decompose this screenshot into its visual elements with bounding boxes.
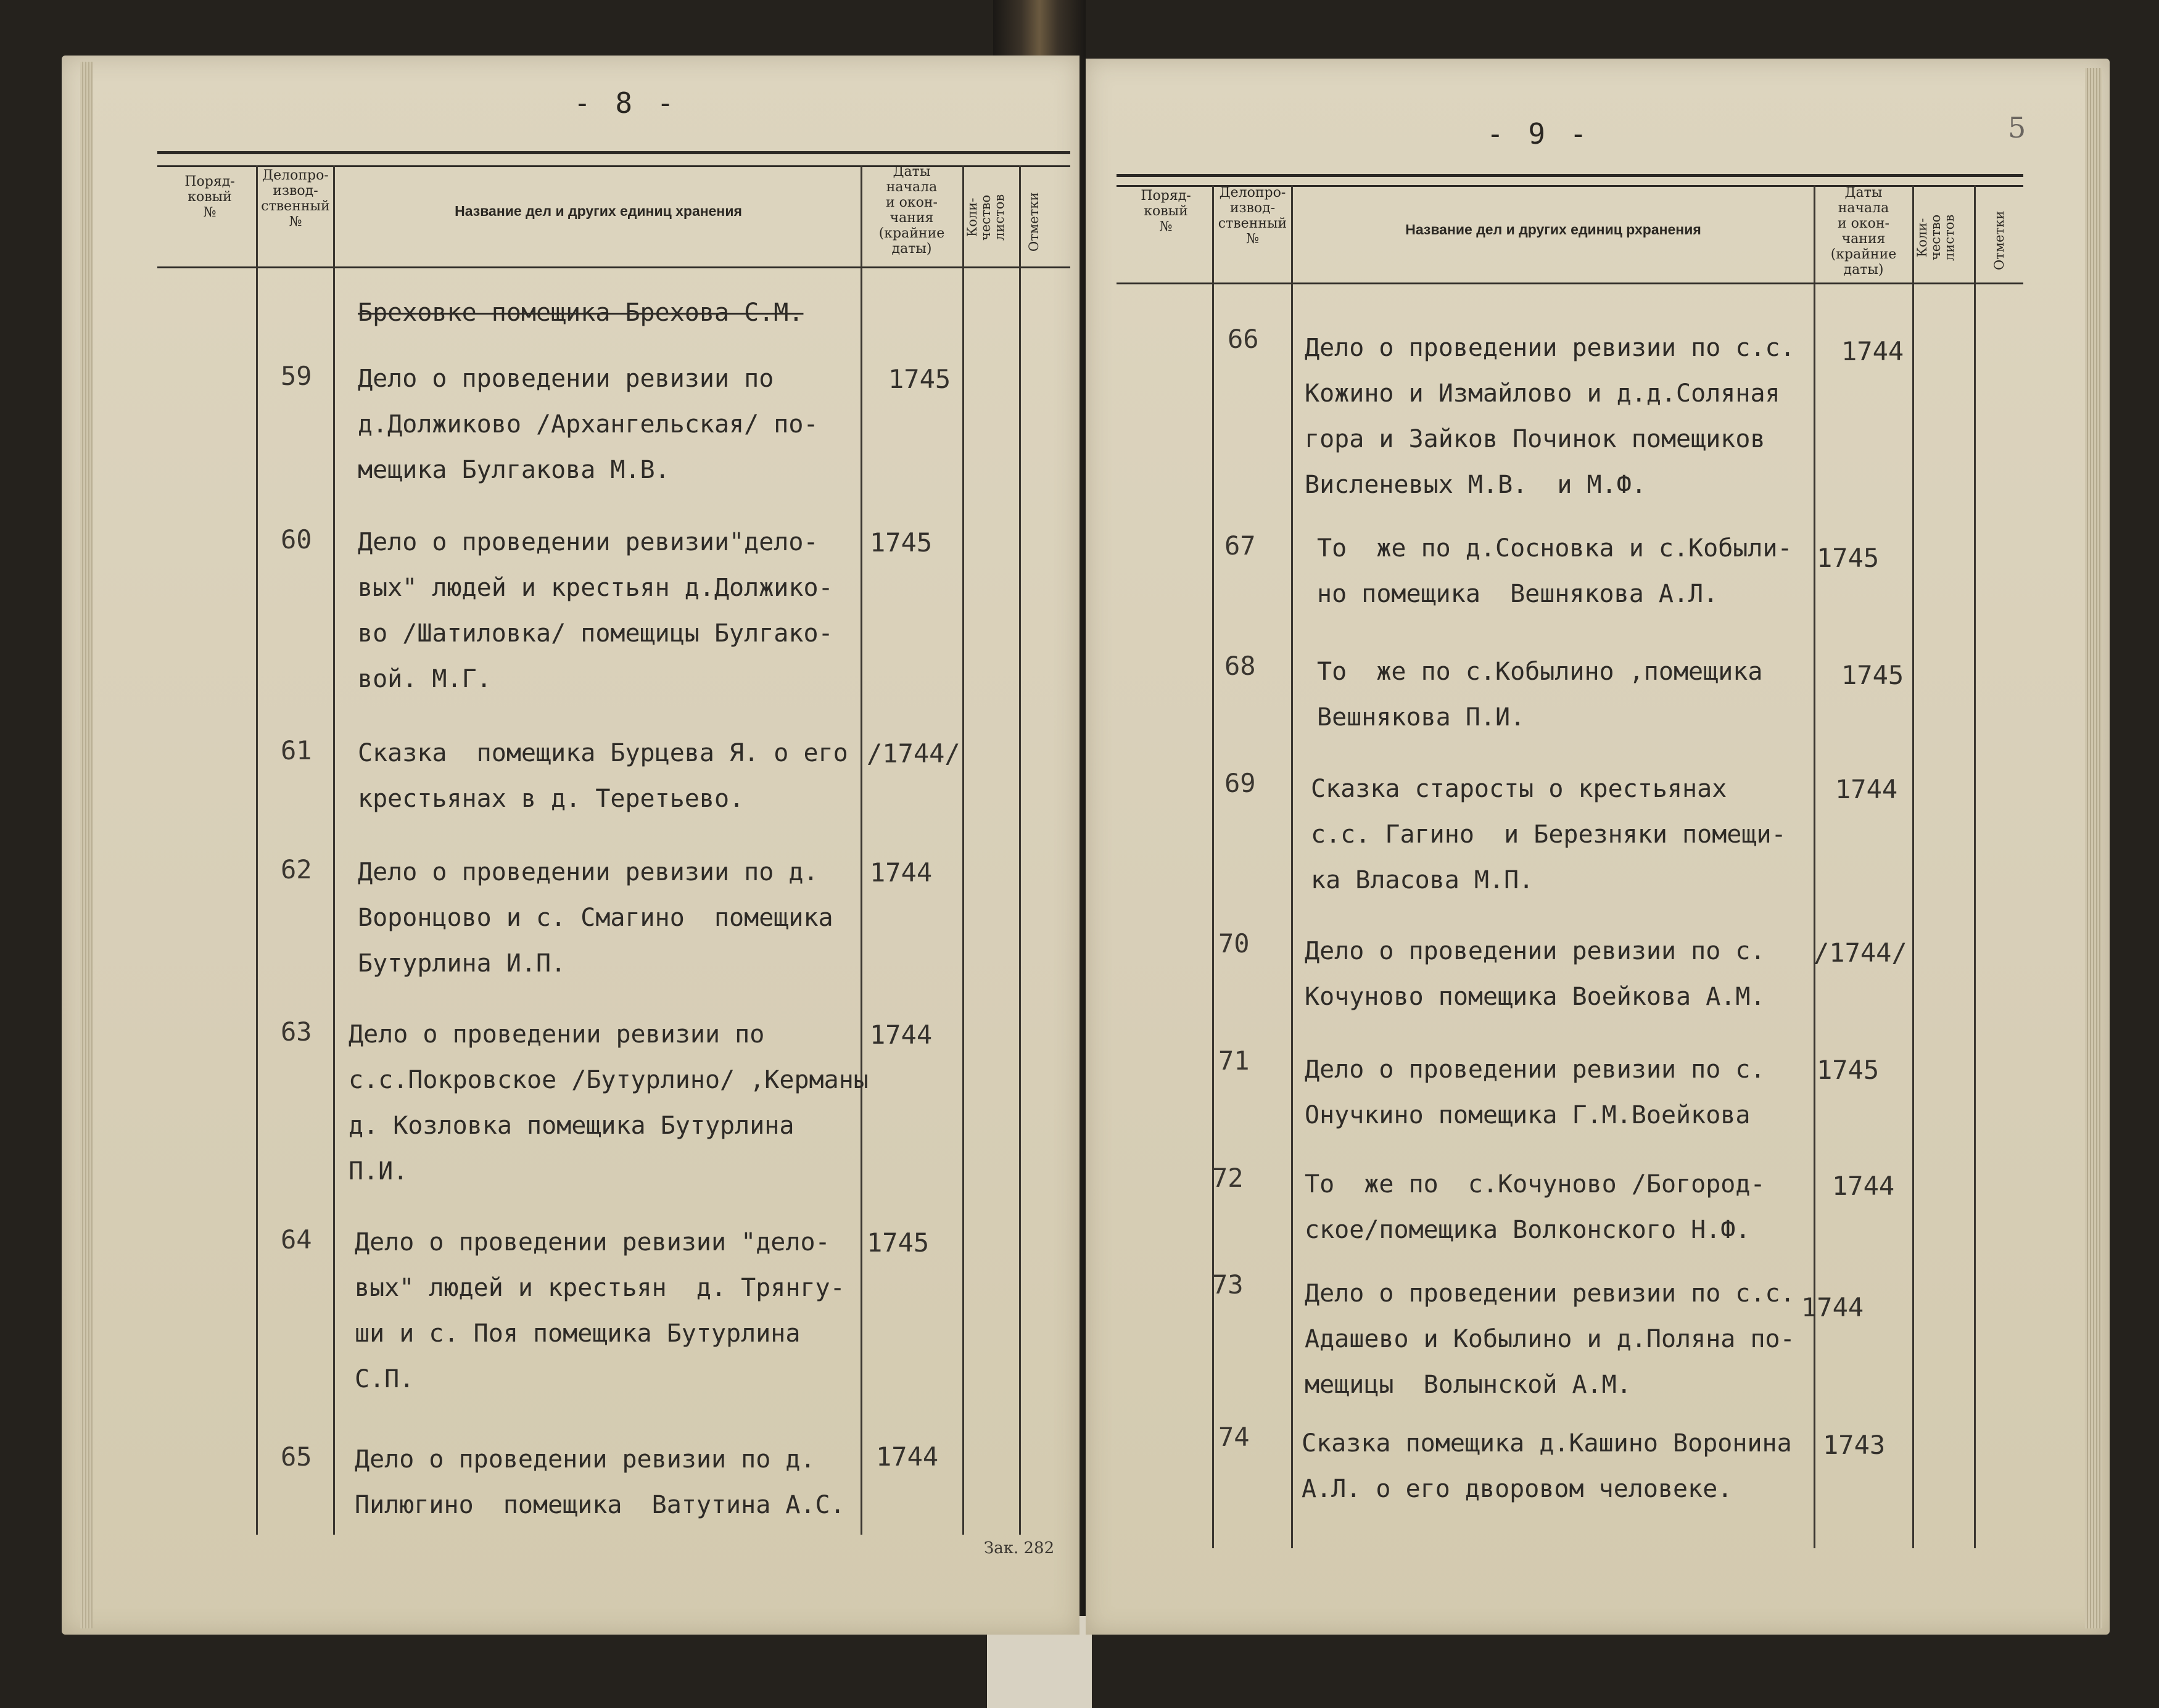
row-number: 61	[281, 735, 312, 765]
row-title: Сказка помещика д.Кашино Воронина А.Л. о его дворовом человеке.	[1302, 1429, 1792, 1503]
row-number: 64	[281, 1224, 312, 1255]
row-title: Дело о проведении ревизии по с.с. Кожино и Измайлово и д.д.Соляная гора и Зайков Починок помещиков Висленевых М.В. и М.Ф.	[1305, 334, 1795, 499]
row-number: 62	[281, 854, 312, 885]
left-header-title: Название дел и других единиц хранения	[455, 203, 742, 219]
left-column-divider-5	[1019, 165, 1021, 1535]
row-number: 65	[281, 1442, 312, 1472]
left-column-divider-3	[861, 165, 862, 1535]
left-header-order-number: Поряд- ковый №	[184, 174, 235, 220]
row-date: 1745	[888, 364, 951, 394]
right-header-top-rule	[1117, 174, 2023, 177]
row-date: 1745	[1817, 1055, 1880, 1085]
row-date: 1745	[1817, 543, 1880, 573]
left-header-case-number: Делопро- извод- ственный №	[261, 168, 330, 229]
row-title: То же по с.Кочуново /Богород- ское/помещика Волконского Н.Ф.	[1305, 1170, 1765, 1244]
row-title: Дело о проведении ревизии по с.с. Адашево и Кобылино и д.Поляна по- мещицы Волынской А.М.	[1305, 1279, 1795, 1399]
left-carry-over-struck: Бреховке помещика Брехова С.М.	[358, 299, 804, 327]
row-title: Дело о проведении ревизии по д. Пилюгино помещика Ватутина А.С.	[355, 1445, 845, 1519]
left-header-dates: Даты начала и окон- чания (крайние даты)	[878, 164, 945, 257]
right-header-bottom-rule	[1117, 283, 2023, 284]
row-number: 72	[1212, 1163, 1244, 1193]
row-date: 1745	[867, 1227, 930, 1258]
row-number: 63	[281, 1017, 312, 1047]
row-date: /1744/	[1814, 938, 1907, 968]
right-header-title: Название дел и других единиц рхранения	[1405, 221, 1701, 237]
row-title: Дело о проведении ревизии по с.с.Покровское /Бутурлино/ ,Керманы д. Козловка помещика Бутурлина П.И.	[349, 1020, 869, 1186]
row-date: 1745	[1841, 660, 1904, 690]
left-column-divider-4	[962, 165, 964, 1535]
row-title: То же по д.Сосновка и с.Кобыли- но помещика Вешнякова А.Л.	[1317, 534, 1793, 608]
row-title: Сказка старосты о крестьянах с.с. Гагино и Березняки помещи- ка Власова М.П.	[1311, 775, 1786, 894]
row-number: 73	[1212, 1269, 1244, 1300]
row-date: 1744	[1841, 336, 1904, 366]
row-date: 1744	[876, 1442, 939, 1472]
row-number: 74	[1218, 1422, 1250, 1452]
row-number: 69	[1224, 768, 1256, 798]
right-header-dates: Даты начала и окон- чания (крайние даты)	[1830, 185, 1897, 278]
row-title: Дело о проведении ревизии по д.Должиково /Архангельская/ по- мещика Булгакова М.В.	[358, 365, 819, 484]
right-column-divider-1	[1212, 185, 1214, 1548]
row-number: 59	[281, 361, 312, 391]
left-column-divider-1	[256, 165, 258, 1535]
row-number: 70	[1218, 928, 1250, 959]
row-date: 1744	[1835, 774, 1898, 804]
print-order-footer: Зак. 282	[984, 1539, 1055, 1557]
right-column-divider-5	[1974, 185, 1976, 1548]
left-header-bottom-rule	[157, 266, 1070, 268]
row-date: /1744/	[867, 738, 960, 769]
row-number: 71	[1218, 1046, 1250, 1076]
row-number: 67	[1224, 530, 1256, 561]
right-column-divider-3	[1814, 185, 1815, 1548]
right-header-case-number: Делопро- извод- ственный №	[1218, 185, 1287, 247]
left-column-divider-2	[333, 165, 335, 1535]
row-title: Дело о проведении ревизии "дело- вых" людей и крестьян д. Трянгу- ши и с. Поя помещика Бутурлина С.П.	[355, 1228, 845, 1393]
row-title: То же по с.Кобылино ,помещика Вешнякова П.И.	[1317, 658, 1763, 732]
row-title: Дело о проведении ревизии по д. Воронцово и с. Смагино помещика Бутурлина И.П.	[358, 858, 833, 978]
row-date: 1744	[870, 857, 933, 888]
row-title: Дело о проведении ревизии по с. Онучкино помещика Г.М.Воейкова	[1305, 1055, 1765, 1129]
right-page-number: - 9 -	[1487, 117, 1591, 151]
right-header-order-number: Поряд- ковый №	[1141, 188, 1191, 234]
left-page-number: - 8 -	[574, 86, 678, 120]
row-number: 60	[281, 524, 312, 555]
row-date: 1743	[1823, 1430, 1886, 1460]
row-title: Дело о проведении ревизии по с. Кочуново помещика Воейкова А.М.	[1305, 937, 1765, 1011]
row-date: 1744	[1801, 1292, 1864, 1322]
left-header-top-rule	[157, 151, 1070, 154]
left-page-edges	[80, 62, 93, 1628]
row-date: 1745	[870, 527, 933, 558]
right-column-divider-2	[1291, 185, 1293, 1548]
left-header-notes: Отметки	[1026, 192, 1041, 252]
right-header-sheets: Коли- чество листов	[1915, 214, 1957, 261]
row-title: Дело о проведении ревизии"дело- вых" людей и крестьян д.Должико- во /Шатиловка/ помещицы Булгако- вой. М.Г.	[358, 528, 833, 693]
row-date: 1744	[870, 1020, 933, 1050]
right-header-notes: Отметки	[1992, 210, 2007, 271]
right-column-divider-4	[1912, 185, 1914, 1548]
row-number: 68	[1224, 651, 1256, 681]
row-date: 1744	[1832, 1171, 1895, 1201]
margin-pencil-mark: 5	[2008, 111, 2026, 144]
right-page-edges	[2085, 68, 2102, 1628]
left-header-sheets: Коли- чество листов	[965, 194, 1007, 241]
row-title: Сказка помещика Бурцева Я. о его крестьянах в д. Теретьево.	[358, 739, 848, 813]
row-number: 66	[1228, 324, 1259, 354]
